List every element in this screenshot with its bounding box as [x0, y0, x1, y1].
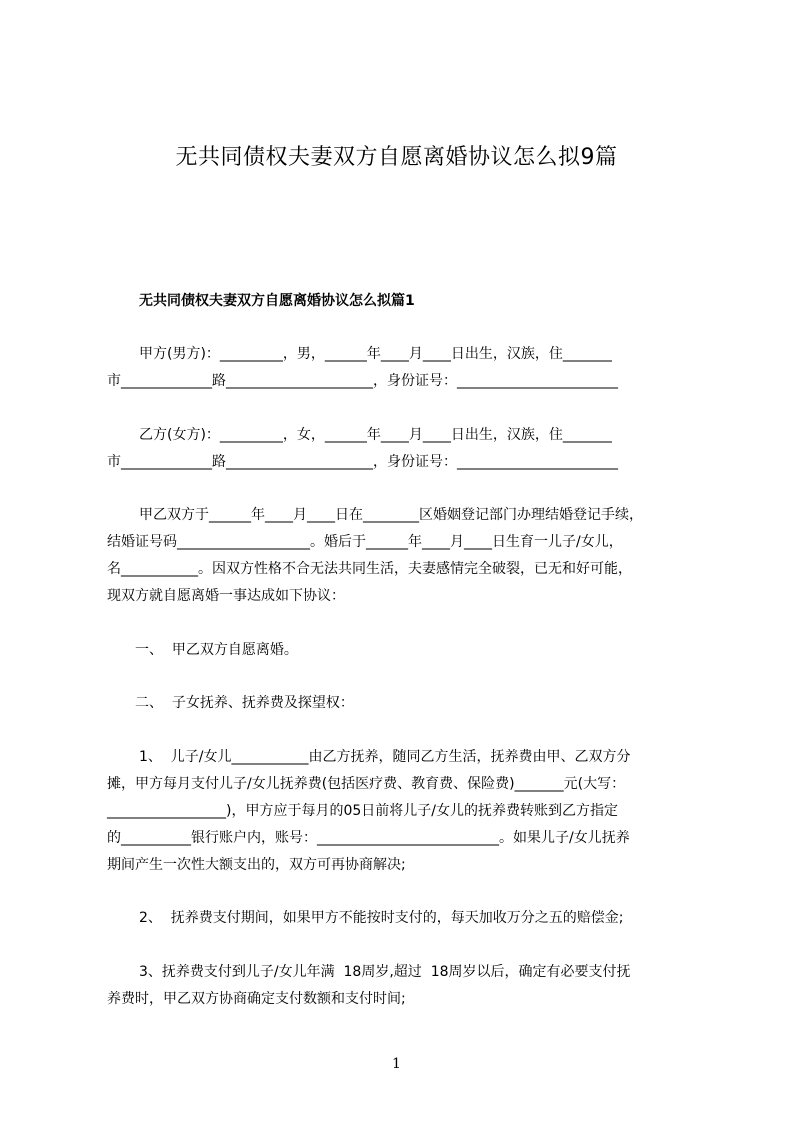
party-a-line-1: 甲方(男方)：_________，男，______年____月____日出生，汉族，住_______ [139, 346, 612, 362]
subclause-1-line-5: 期间产生一次性大额支出的，双方可再协商解决; [107, 857, 406, 873]
subclause-1-line-3: _________________)，甲方应于每月的05日前将儿子/女儿的抚养费转账到乙方指定 [107, 803, 618, 819]
party-b-line-2: 市_____________路_____________________，身份证号：_______________________ [107, 454, 618, 470]
clause-1: 一、 甲乙双方自愿离婚。 [135, 642, 298, 658]
party-b-line-1: 乙方(女方)：_________，女，______年____月____日出生，汉族，住_______ [139, 427, 612, 443]
subclause-1-line-4: 的__________银行账户内，账号：__________________________。如果儿子/女儿抚养 [107, 830, 630, 846]
paragraph-line-3: 名___________。因双方性格不合无法共同生活，夫妻感情完全破裂，已无和好可能， [107, 561, 632, 577]
section-heading: 无共同债权夫妻双方自愿离婚协议怎么拟篇1 [139, 293, 415, 309]
page-number: 1 [392, 1056, 401, 1072]
clause-2: 二、 子女抚养、抚养费及探望权： [135, 695, 354, 711]
subclause-1-line-1: 1、 儿子/女儿___________由乙方抚养，随同乙方生活，抚养费由甲、乙双方分 [139, 749, 631, 765]
party-a-line-2: 市_____________路_____________________，身份证号：_______________________ [107, 373, 618, 389]
paragraph-line-4: 现双方就自愿离婚一事达成如下协议： [107, 588, 345, 604]
document-title: 无共同债权夫妻双方自愿离婚协议怎么拟9篇 [175, 145, 618, 170]
paragraph-line-1: 甲乙双方于______年____月____日在________区婚姻登记部门办理结婚登记手续， [139, 507, 643, 523]
subclause-3-line-2: 养费时，甲乙双方协商确定支付数额和支付时间; [107, 991, 406, 1007]
paragraph-line-2: 结婚证号码___________________。婚后于______年____月____日生育一儿子/女儿， [107, 534, 623, 550]
subclause-3-line-1: 3、抚养费支付到儿子/女儿年满 18周岁,超过 18周岁以后，确定有必要支付抚 [139, 964, 631, 980]
subclause-2: 2、 抚养费支付期间，如果甲方不能按时支付的，每天加收万分之五的赔偿金; [139, 910, 624, 926]
subclause-1-line-2: 摊，甲方每月支付儿子/女儿抚养费(包括医疗费、教育费、保险费)_______元(大写： [107, 776, 626, 792]
